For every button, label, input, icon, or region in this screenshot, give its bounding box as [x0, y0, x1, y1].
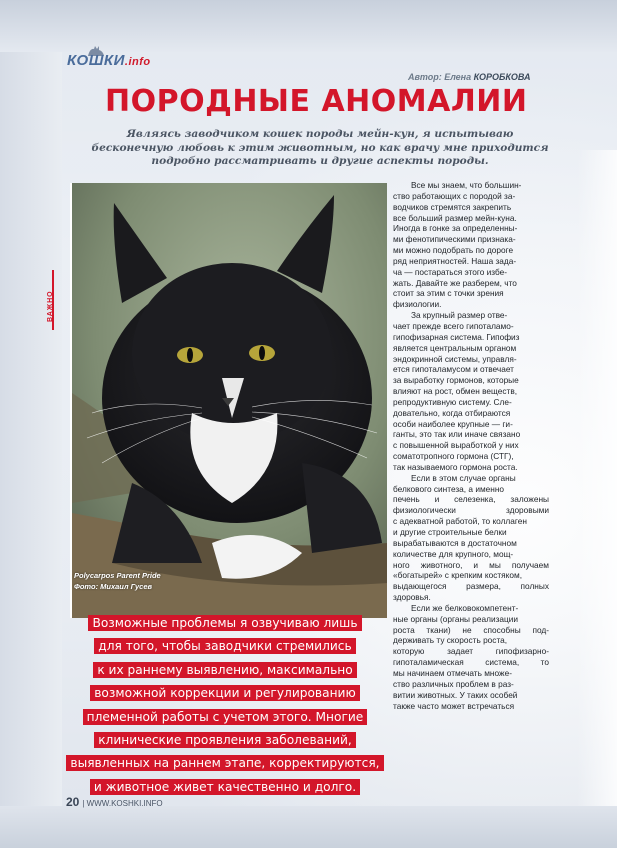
body-line: влияют на рост, обмен веществ,	[393, 386, 518, 397]
body-line: ется гипоталамусом и отвечает	[393, 364, 514, 375]
body-line: водчиков стремятся закрепить	[393, 201, 512, 212]
body-line: мы начинаем отмечать множе-	[393, 667, 512, 678]
body-line: также часто может встречаться	[393, 700, 515, 711]
body-line: является центральным органом	[393, 342, 517, 353]
body-line: ряд неприятностей. Наша зада-	[393, 255, 517, 266]
pull-quote-text: племенной работы с учетом этого. Многие	[83, 709, 368, 725]
author-name: КОРОБКОВА	[473, 72, 531, 82]
body-line: держивать ту скорость роста,	[393, 635, 508, 646]
pull-quote-text: к их раннему выявлению, максимально	[93, 662, 356, 678]
body-line: ча — постараться этого избе-	[393, 266, 508, 277]
body-line: с повышенной выработкой у них	[393, 440, 519, 451]
pull-quote-line	[66, 635, 384, 658]
footer-site[interactable]: | WWW.KOSHKI.INFO	[82, 799, 163, 808]
body-line: печень и селезенка, заложены	[393, 494, 549, 505]
page-number: 20	[66, 795, 80, 809]
article-title: ПОРОДНЫЕ АНОМАЛИИ	[105, 84, 528, 119]
body-line: так называемого гормона роста.	[393, 461, 518, 472]
body-line: физиологически здоровыми	[393, 505, 549, 516]
body-line: все больший размер мейн-куна.	[393, 212, 517, 223]
pull-quote-line	[66, 659, 384, 682]
body-line: ство различных проблем в раз-	[393, 678, 514, 689]
body-line: Иногда в гонке за определенны-	[393, 223, 518, 234]
pull-quote-line	[66, 752, 384, 775]
body-line: жать. Давайте же разберем, что	[393, 277, 517, 288]
body-line: ные органы (органы реализации	[393, 613, 519, 624]
photo-caption-title: Polycarpos Parent Pride	[74, 571, 161, 580]
body-line: гипофизарная система. Гипофиз	[393, 331, 520, 342]
body-line: эндокринной системы, управля-	[393, 353, 517, 364]
pull-quote-text: Возможные проблемы я озвучиваю лишь	[88, 615, 361, 631]
lead-line: бесконечную любовь к этим животным, но как врачу мне приходится	[91, 141, 549, 154]
body-line: выдающегося размера, полных	[393, 581, 549, 592]
pull-quote-line	[66, 706, 384, 729]
body-line: с адекватной работой, то коллаген	[393, 516, 527, 527]
body-line: соматотропного гормона (СТГ),	[393, 451, 514, 462]
body-line: ми можно подобрать по дороге	[393, 245, 514, 256]
article-body	[393, 180, 549, 711]
body-line: количестве для крупного, мощ-	[393, 548, 514, 559]
body-line: гипоталамическая система, то	[393, 657, 549, 668]
body-line: ми фенотипическими признака-	[393, 234, 516, 245]
cat-illustration	[72, 183, 387, 618]
body-line: стоит за этим с точки зрения	[393, 288, 504, 299]
body-line: ство работающих с породой за-	[393, 190, 516, 201]
body-line: витии животных. У таких особей	[393, 689, 518, 700]
cat-photo	[70, 183, 387, 618]
body-line: особи наиболее крупные — ги-	[393, 418, 513, 429]
pull-quote-text: клинические проявления заболеваний,	[94, 732, 356, 748]
pull-quote-text: возможной коррекции и регулированию	[90, 685, 359, 701]
body-line: ного животного, и мы получаем	[393, 559, 549, 570]
photo-caption	[74, 570, 161, 592]
lead-line: Являясь заводчиком кошек породы мейн-кун, я испытываю	[126, 128, 514, 140]
page-footer	[66, 795, 163, 809]
body-line: «богатырей» с крепким костяком,	[393, 570, 523, 581]
body-line: белкового синтеза, а именно	[393, 483, 505, 494]
body-line: роста ткани) не способны под-	[393, 624, 549, 635]
bottom-band	[0, 806, 617, 848]
body-line: ганты, это так или иначе связано	[393, 429, 521, 440]
body-line: Если в этом случае органы	[411, 472, 516, 483]
body-line: физиологии.	[393, 299, 442, 310]
pull-quote-text: для того, чтобы заводчики стремились	[94, 638, 355, 654]
article-lead	[90, 128, 550, 169]
body-line: Если же белковокомпетент-	[411, 602, 519, 613]
pull-quote-line	[66, 729, 384, 752]
body-line: довательно, когда отбираются	[393, 407, 511, 418]
body-line: За крупный размер отве-	[411, 310, 508, 321]
author-line	[408, 72, 531, 82]
right-frost	[577, 150, 617, 810]
pull-quote-text: и животное живет качественно и долго.	[90, 779, 360, 795]
logo-suffix: .info	[124, 56, 151, 68]
pull-quote-text: выявленных на раннем этапе, корректируются,	[66, 755, 383, 771]
body-line: за выработку гормонов, которые	[393, 375, 519, 386]
body-line: Все мы знаем, что большин-	[411, 180, 522, 190]
magazine-logo[interactable]	[67, 52, 151, 69]
body-line: чает прежде всего гипоталамо-	[393, 320, 514, 331]
section-tag: ВАЖНО	[47, 290, 54, 322]
photo-caption-credit: Фото: Михаил Гусев	[74, 582, 153, 591]
body-line: и другие строительные белки	[393, 527, 507, 537]
pull-quote-line	[66, 612, 384, 635]
pull-quote	[66, 612, 384, 799]
left-strip	[0, 52, 62, 812]
lead-line: подробно рассматривать и другие аспекты породы.	[151, 155, 489, 167]
pull-quote-line	[66, 682, 384, 705]
body-line: репродуктивную систему. Сле-	[393, 396, 512, 407]
body-line: здоровья.	[393, 592, 431, 603]
body-line: вырабатываются в достаточном	[393, 537, 517, 548]
author-label: Автор: Елена	[408, 72, 474, 82]
logo-text: КОШКИ	[67, 52, 125, 69]
body-line: которую задает гипофизарно-	[393, 646, 549, 657]
